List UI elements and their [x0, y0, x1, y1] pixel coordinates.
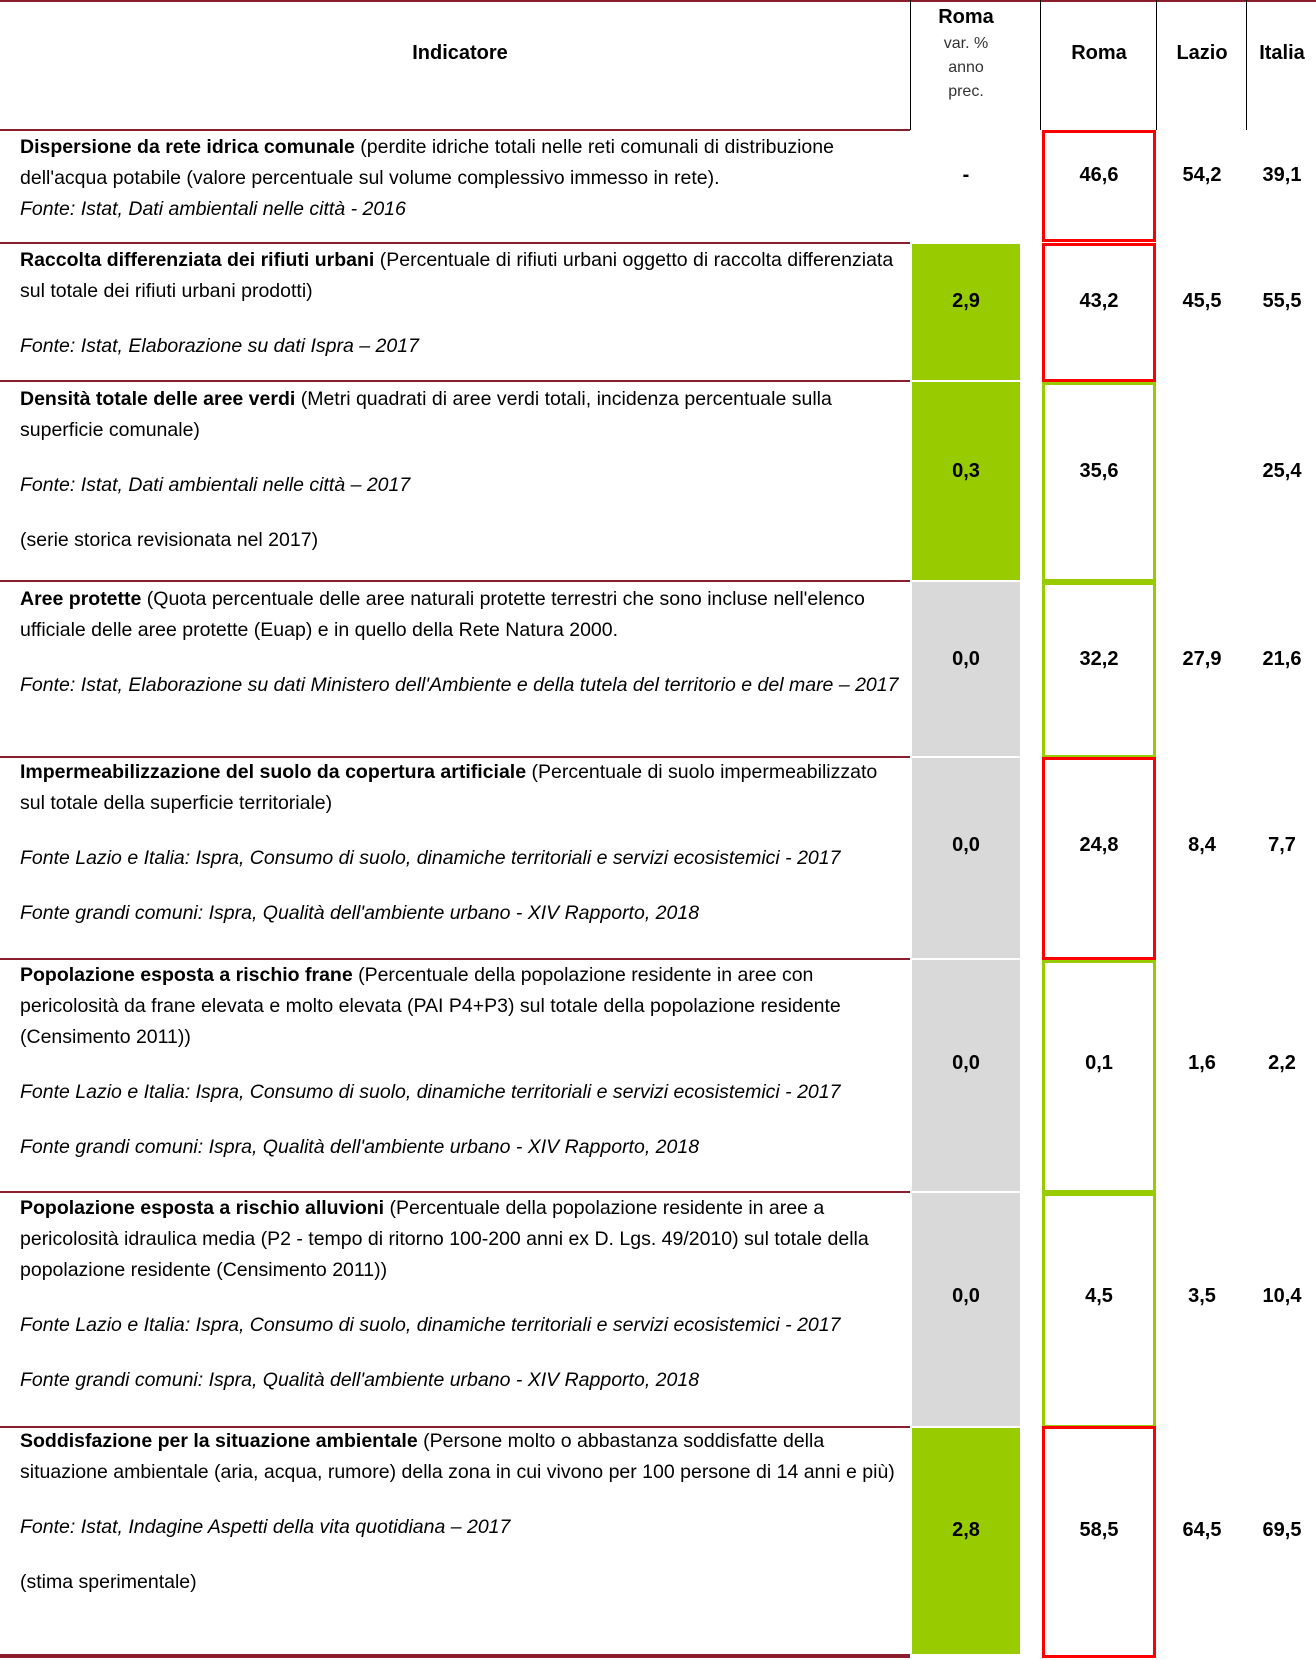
italia-value: 7,7 — [1268, 834, 1296, 856]
lazio-value: 54,2 — [1182, 164, 1222, 186]
indicator-source: Fonte: Istat, Dati ambientali nelle città – 2017 — [20, 474, 411, 496]
roma-value: 0,1 — [1085, 1052, 1113, 1074]
indicator-source: Fonte: Istat, Dati ambientali nelle città - 2016 — [20, 198, 406, 220]
indicator-title: Densità totale delle aree verdi — [20, 388, 296, 410]
table-row — [20, 132, 900, 225]
italia-value: 21,6 — [1262, 648, 1302, 670]
row-rule — [0, 242, 910, 244]
lazio-value: 45,5 — [1182, 290, 1222, 312]
indicator-desc: (Percentuale della popolazione residente in aree a pericolosità idraulica media (P2 - tempo di ritorno 100-200 anni ex D. Lgs. 49/2010) sul totale della popolazione residente (Censimento 2011)) — [20, 1197, 869, 1281]
header-divider — [1246, 0, 1247, 130]
table-bottom-rule — [0, 1654, 910, 1658]
var-value: 0,0 — [952, 834, 980, 856]
indicator-desc: (Percentuale di rifiuti urbani oggetto di raccolta differenziata sul totale dei rifiuti urbani prodotti) — [20, 249, 894, 302]
header-divider — [910, 0, 911, 130]
indicator-source: Fonte Lazio e Italia: Ispra, Consumo di suolo, dinamiche territoriali e servizi ecosistemici - 2017 — [20, 847, 841, 869]
roma-value: 58,5 — [1079, 1519, 1119, 1541]
header-var-sub-line: anno — [948, 59, 984, 76]
roma-value: 35,6 — [1079, 460, 1119, 482]
indicator-source: Fonte Lazio e Italia: Ispra, Consumo di suolo, dinamiche territoriali e servizi ecosistemici - 2017 — [20, 1081, 841, 1103]
table-row — [20, 245, 900, 362]
var-value: 2,8 — [952, 1519, 980, 1541]
lazio-value: 1,6 — [1188, 1052, 1216, 1074]
var-value: 0,0 — [952, 1285, 980, 1307]
italia-value: 25,4 — [1262, 460, 1302, 482]
var-cell-bg — [912, 960, 1020, 1191]
roma-highlight-box — [1042, 960, 1156, 1193]
indicator-title: Popolazione esposta a rischio alluvioni — [20, 1197, 385, 1219]
italia-value: 55,5 — [1262, 290, 1302, 312]
indicator-title: Popolazione esposta a rischio frane — [20, 964, 353, 986]
table-row — [20, 1426, 900, 1598]
indicator-desc: (Percentuale della popolazione residente in aree con pericolosità da frane elevata e molto elevata (PAI P4+P3) sul totale della popolazione residente (Censimento 2011)) — [20, 964, 841, 1048]
roma-highlight-box — [1042, 1426, 1156, 1658]
indicator-source: Fonte: Istat, Indagine Aspetti della vita quotidiana – 2017 — [20, 1516, 511, 1538]
indicator-note: (stima sperimentale) — [20, 1571, 197, 1593]
indicator-desc: (Percentuale di suolo impermeabilizzato sul totale della superficie territoriale) — [20, 761, 878, 814]
indicator-title: Raccolta differenziata dei rifiuti urbani — [20, 249, 375, 271]
indicator-desc: (Quota percentuale delle aree naturali protette terrestri che sono incluse nell'elenco ufficiale delle aree protette (Euap) e in quello della Rete Natura 2000. — [20, 588, 865, 641]
row-rule — [0, 129, 910, 131]
table-row — [20, 960, 900, 1163]
header-indicatore: Indicatore — [412, 42, 508, 64]
lazio-value: 8,4 — [1188, 834, 1216, 856]
indicator-note: (serie storica revisionata nel 2017) — [20, 529, 319, 551]
roma-value: 24,8 — [1079, 834, 1119, 856]
var-cell-bg — [912, 1193, 1020, 1426]
indicator-source: Fonte: Istat, Elaborazione su dati Ispra – 2017 — [20, 335, 419, 357]
header-divider — [1040, 0, 1041, 130]
var-value: 2,9 — [952, 290, 980, 312]
indicator-source: Fonte grandi comuni: Ispra, Qualità dell'ambiente urbano - XIV Rapporto, 2018 — [20, 902, 700, 924]
italia-value: 69,5 — [1262, 1519, 1302, 1541]
indicator-title: Dispersione da rete idrica comunale — [20, 136, 355, 158]
var-value: 0,0 — [952, 648, 980, 670]
roma-highlight-box — [1042, 757, 1156, 960]
table-top-rule — [0, 0, 1316, 2]
indicator-source: Fonte Lazio e Italia: Ispra, Consumo di suolo, dinamiche territoriali e servizi ecosistemici - 2017 — [20, 1314, 841, 1336]
indicator-title: Aree protette — [20, 588, 142, 610]
italia-value: 39,1 — [1262, 164, 1302, 186]
indicator-source: Fonte: Istat, Elaborazione su dati Ministero dell'Ambiente e della tutela del territorio e del mare – 2017 — [20, 674, 899, 696]
indicator-desc: (perdite idriche totali nelle reti comunali di distribuzione dell'acqua potabile (valore percentuale sul volume complessivo immesso in rete). — [20, 136, 834, 189]
lazio-value: 3,5 — [1188, 1285, 1216, 1307]
header-var-sub — [912, 32, 1020, 104]
indicator-source: Fonte grandi comuni: Ispra, Qualità dell'ambiente urbano - XIV Rapporto, 2018 — [20, 1369, 700, 1391]
header-var-title: Roma — [938, 6, 994, 28]
var-value: 0,3 — [952, 460, 980, 482]
lazio-value: 64,5 — [1182, 1519, 1222, 1541]
indicator-source: Fonte grandi comuni: Ispra, Qualità dell'ambiente urbano - XIV Rapporto, 2018 — [20, 1136, 700, 1158]
var-value: - — [962, 164, 970, 186]
indicator-title: Impermeabilizzazione del suolo da copertura artificiale — [20, 761, 527, 783]
lazio-value: 27,9 — [1182, 648, 1222, 670]
var-value: 0,0 — [952, 1052, 980, 1074]
row-rule — [0, 580, 910, 582]
header-lazio: Lazio — [1176, 42, 1228, 64]
header-var-sub-line: var. % — [943, 35, 989, 52]
table-row — [20, 1193, 900, 1396]
header-var-sub-line: prec. — [948, 83, 984, 100]
indicator-title: Soddisfazione per la situazione ambientale — [20, 1430, 418, 1452]
roma-value: 4,5 — [1085, 1285, 1113, 1307]
table-row — [20, 584, 900, 701]
roma-value: 32,2 — [1079, 648, 1119, 670]
var-cell-bg — [912, 758, 1020, 958]
italia-value: 2,2 — [1268, 1052, 1296, 1074]
table-row — [20, 757, 900, 929]
italia-value: 10,4 — [1262, 1285, 1302, 1307]
indicator-desc: (Metri quadrati di aree verdi totali, incidenza percentuale sulla superficie comunale) — [20, 388, 832, 441]
roma-highlight-box — [1042, 1193, 1156, 1428]
header-italia: Italia — [1259, 42, 1305, 64]
row-rule — [0, 380, 910, 382]
table-row — [20, 384, 900, 556]
roma-value: 43,2 — [1079, 290, 1119, 312]
roma-value: 46,6 — [1079, 164, 1119, 186]
indicator-desc: (Persone molto o abbastanza soddisfatte della situazione ambientale (aria, acqua, rumore) della zona in cui vivono per 100 persone di 14 anni e più) — [20, 1430, 895, 1483]
header-roma: Roma — [1071, 42, 1127, 64]
header-divider — [1156, 0, 1157, 130]
